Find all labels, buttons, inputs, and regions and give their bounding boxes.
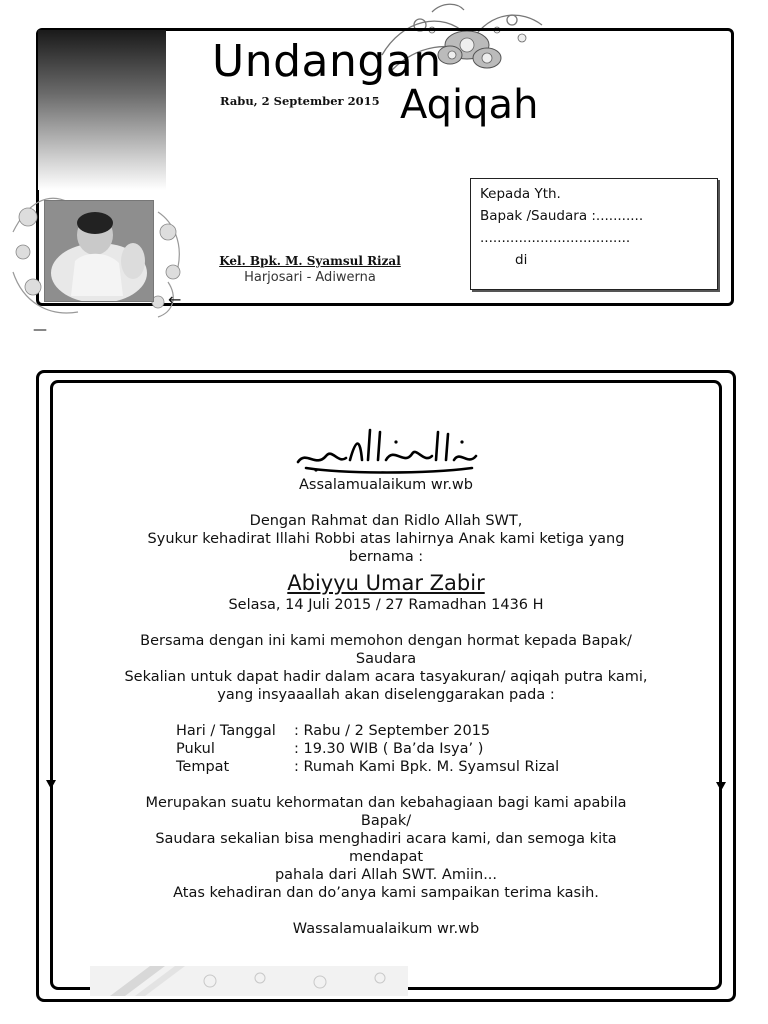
child-name: Abiyyu Umar Zabir (287, 571, 485, 595)
address-line-1: Kepada Yth. (480, 186, 561, 202)
basmalah-calligraphy-icon (286, 420, 486, 476)
detail-label: Hari / Tanggal (176, 723, 276, 739)
event-date-header: Rabu, 2 September 2015 (220, 94, 380, 108)
arrow-left-icon: ← (168, 290, 182, 309)
request-line-2: Saudara (355, 651, 417, 667)
closing-line-4: mendapat (348, 849, 424, 865)
family-name: Kel. Bpk. M. Syamsul Rizal (219, 254, 401, 268)
detail-value: : Rumah Kami Bpk. M. Syamsul Rizal (294, 759, 560, 775)
closing-line-3: Saudara sekalian bisa menghadiri acara kami, dan semoga kita (155, 831, 617, 847)
farewell: Wassalamualaikum wr.wb (292, 921, 480, 937)
bottom-ornament-icon (90, 966, 408, 996)
recipient-address-box (470, 178, 718, 290)
baby-photo (44, 200, 154, 302)
event-details (176, 722, 596, 776)
title-aqiqah: Aqiqah (400, 82, 539, 128)
detail-label: Pukul (176, 741, 215, 757)
detail-row (176, 722, 596, 740)
closing-line-2: Bapak/ (360, 813, 412, 829)
detail-row (176, 740, 596, 758)
detail-value: : Rabu / 2 September 2015 (294, 723, 491, 739)
detail-row (176, 758, 596, 776)
gradient-decoration (38, 30, 166, 190)
title-undangan: Undangan (212, 36, 442, 87)
intro-line-3: bernama : (348, 549, 424, 565)
birth-date: Selasa, 14 Juli 2015 / 27 Ramadhan 1436 H (228, 597, 544, 613)
closing-line-1: Merupakan suatu kehormatan dan kebahagiaan bagi kami apabila (145, 795, 627, 811)
family-address: Harjosari - Adiwerna (244, 270, 376, 285)
intro-line-1: Dengan Rahmat dan Ridlo Allah SWT, (249, 513, 523, 529)
address-line-3: ................................... (480, 230, 631, 246)
detail-value: : 19.30 WIB ( Ba’da Isya’ ) (294, 741, 484, 757)
greeting: Assalamualaikum wr.wb (298, 477, 473, 493)
closing-line-5: pahala dari Allah SWT. Amiin... (274, 867, 498, 883)
invitation-body (52, 420, 720, 938)
request-line-1: Bersama dengan ini kami memohon dengan hormat kepada Bapak/ (140, 633, 632, 649)
closing-line-6: Atas kehadiran dan do’anya kami sampaikan terima kasih. (173, 885, 599, 901)
request-line-4: yang insyaaallah akan diselenggarakan pada : (217, 687, 555, 703)
detail-label: Tempat (176, 759, 230, 775)
intro-line-2: Syukur kehadirat Illahi Robbi atas lahirnya Anak kami ketiga yang (147, 531, 625, 547)
address-line-4: di (515, 252, 528, 268)
dash-mark: — (33, 322, 47, 338)
request-line-3: Sekalian untuk dapat hadir dalam acara tasyakuran/ aqiqah putra kami, (124, 669, 648, 685)
address-line-2: Bapak /Saudara :........... (480, 208, 644, 224)
